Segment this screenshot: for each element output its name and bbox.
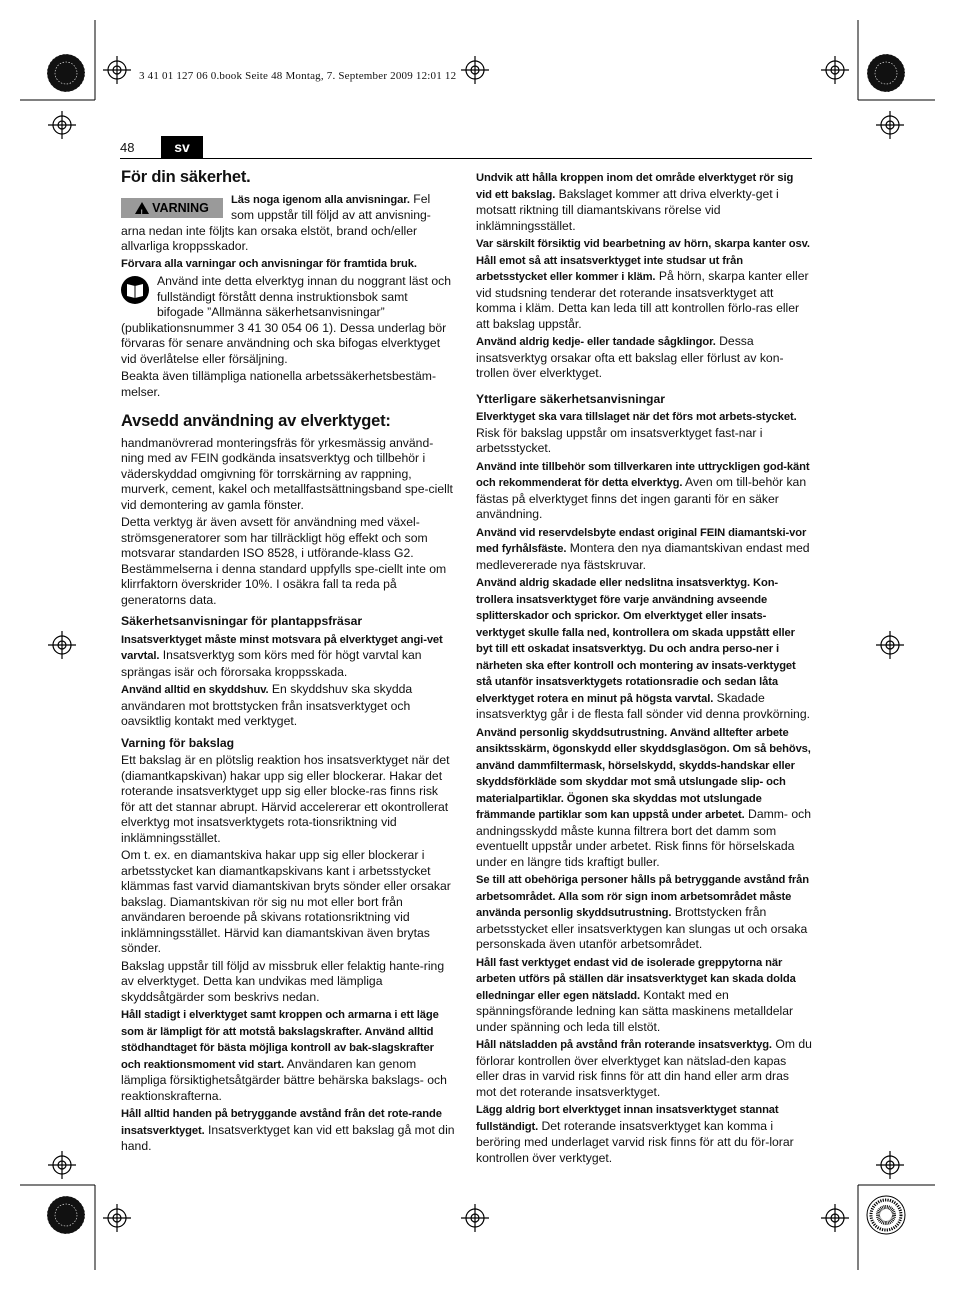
read-manual-icon (121, 276, 149, 304)
plant-para-1: Insatsverktyget måste minst motsvara på elverktyget angi-vet varvtal. Insatsverktyg som körs med för högt varvtal kan sprängas isär och förorsaka kroppsskada. (121, 633, 443, 679)
right-para-2: Var särskilt försiktig vid bearbetning av hörn, skarpa kanter osv. Håll emot så att insatsverktyget inte studsar ut från arbetsstycket eller kommer i kläm. På hörn, skarpa kanter eller vid studsning tenderar det roterande insatsverktyget att komma i kläm. Detta kan leda till att kontrollen förlo-ras eller att bakslag uppstår. (476, 238, 810, 331)
more-para-3: Använd vid reservdelsbyte endast original FEIN diamantski-vor med fyrhålsfäste. Montera den nya diamantskivan endast med medlevererade nya fästskruvar. (476, 526, 810, 572)
national-rules: Beakta även tillämpliga nationella arbetssäkerhetsbestäm-melser. (121, 369, 437, 399)
intended-para-1: handmanövrerad monteringsfräs för yrkesmässig använd-ning med av FEIN godkända insatsverktyg och tillbehör i väderskyddad omgivning för torrskärning av rappning, murverk, cement, kakel och metallfastsättningsband spe-ciellt vid demontering av gamla fönster. (121, 435, 453, 512)
kickback-para-2: Om t. ex. en diamantskiva hakar upp sig eller blockerar i arbetsstycket kan diamantkapskivans kant i arbetsstycket klämmas fast varvid diamantskivan bryts sönder eller orsakar bakslag. Diamantskivan rör sig nu mot eller bort från användaren beroende på skivans rotationsriktning vid inklämningsstället. Härvid kan diamantskivan även brytas sönder. (121, 848, 451, 955)
more-para-5: Använd personlig skyddsutrustning. Använd alltefter arbete ansiktsskärm, ögonskydd eller skyddsglasögon. Om så behövs, använd dammfiltermask, hörselskydd, skydds-handskar eller skyddsförkläde som skyddar mot små utslungade slip- och materialpartiklar. Ögonen ska skyddas mot utslungade främmande partiklar som kan uppstå under arbetet. Damm- och andningsskydd måste kunna filtrera bort det damm som eventuellt uppstår under arbetet. Risk finns för hörselskada under en längre tids kraftigt buller. (476, 726, 812, 869)
more-para-8: Håll nätsladden på avstånd från roterande insatsverktyg. Om du förlorar kontrollen över elverktyget kan nätslad-den kapas eller dras in varvid risk finns för att din hand eller arm dras mot det roterande insatsverktyget. (476, 1037, 812, 1099)
warning-label: VARNING (152, 200, 209, 215)
kickback-para-5: Håll alltid handen på betryggande avstånd från det rote-rande insatsverktyget. Insatsverktyget kan vid ett bakslag gå mot din hand. (121, 1108, 455, 1153)
more-para-6: Se till att obehöriga personer hålls på betryggande avstånd från arbetsområdet. Alla som rör sign inom arbetsområdet måste använda personlig skyddsutrustning. Brottstycken från arbetsstycket eller insatsverktygen kan slungas ut och orsaka personskada även utanför arbetsområdet. (476, 874, 810, 951)
plant-para-2: Använd alltid en skyddshuv. En skyddshuv ska skydda användaren mot brottstycken från insatsverktyget och oavsiktlig kontakt med verktyget. (121, 682, 413, 728)
more-para-7: Håll fast verktyget endast vid de isolerade greppytorna när arbeten utförs på ställen där insatsverktyget kan skada dolda elledningar eller egen nätsladd. Kontakt med en spänningsförande ledning kan sätta maskinens metalldelar under spänning och leda till elstöt. (476, 956, 796, 1034)
more-para-2: Använd inte tillbehör som tillverkaren inte uttryckligen god-känt och rekommenderat för detta elverktyg. Aven om till-behör kan fästas på elverktyget finns det ingen garanti för en säker användning. (476, 460, 810, 521)
warning-paragraph: Läs noga igenom alla anvisningar. Fel som uppstår till följd av att anvisning-arna nedan inte följts kan orsaka elstöt, brand och/eller allvarliga kroppsskador. (121, 191, 431, 253)
left-column (121, 170, 455, 1157)
heading-intended-use: Avsedd användning av elverktyget: (121, 412, 391, 430)
heading-safety: För din säkerhet. (121, 168, 251, 186)
keep-instructions: Förvara alla varningar och anvisningar för framtida bruk. (121, 257, 417, 270)
kickback-para-4: Håll stadigt i elverktyget samt kroppen och armarna i ett läge som är lämpligt för att motstå bakslagskrafter. Använd alltid stödhandtaget för bästa möjliga kontroll av bak-slagskrafter och reaktionsmoment vid start. Användaren kan genom lämpliga försiktighetsåtgärder bättre behärska bakslags- och reaktionskrafterna. (121, 1009, 447, 1103)
language-badge: sv (161, 136, 203, 158)
header-rule (120, 158, 812, 159)
warning-block (121, 192, 455, 257)
right-para-3: Använd aldrig kedje- eller tandade sågklingor. Dessa insatsverktyg orsakar ofta ett bakslag eller förlust av kon-trollen över elverktyget. (476, 334, 784, 380)
right-column (476, 170, 812, 1168)
heading-kickback: Varning för bakslag (121, 735, 235, 750)
warning-triangle-icon (135, 202, 149, 214)
manual-paragraph: Använd inte detta elverktyg innan du noggrant läst och fullständigt förstått denna instruktionsbok samt bifogade ”Allmänna säkerhetsanvisningar” (publikationsnummer 3 41 30 054 06 1). Dessa underlag bör förvaras för senare användning och ska bifogas elverktyget vid överlåtelse eller försäljning. (121, 274, 452, 366)
file-info-slug: 3 41 01 127 06 0.book Seite 48 Montag, 7. September 2009 12:01 12 (139, 70, 457, 82)
intended-para-2: Detta verktyg är även avsett för användning med växel-strömsgeneratorer som har tillräckligt hög effekt och som motsvarar standarden ISO 8528, i utförande-klass G2. Bestämmelserna i denna standard uppfylls spe-ciellt inte om klirrfaktorn överskrider 10%. I osäkra fall ta reda på generatorns data. (121, 515, 447, 607)
right-para-1: Undvik att hålla kroppen inom det område elverktyget rör sig vid ett bakslag. Bakslaget kommer att driva elverkty-get i motsatt riktning till diamantskivans rörelse vid inklämningsstället. (476, 172, 794, 233)
warning-badge (121, 198, 223, 218)
kickback-para-1: Ett bakslag är en plötslig reaktion hos insatsverktyget när det (diamantkapskivan) hakar upp sig eller blockerar. Hakar det roterande insatsverktyget upp sig eller blocke-ras finns risk för att det stannar abrupt. Härvid accelererar ett okontrollerat elverktyg mot insatsverktygets rota-tionsriktning vid inklämningsstället. (121, 753, 450, 845)
kickback-para-3: Bakslag uppstår till följd av missbruk eller felaktig hante-ring av elverktyget. Detta kan undvikas med lämpliga skyddsåtgärder som beskrivs nedan. (121, 958, 445, 1004)
more-para-9: Lägg aldrig bort elverktyget innan insatsverktyget stannat fullständigt. Det roterande insatsverktyget kan komma i beröring med underlaget varvid risk finns för att du för-lorar kontrollen över verktyget. (476, 1104, 794, 1165)
heading-plant-safety: Säkerhetsanvisningar för plantappsfräsar (121, 614, 363, 628)
more-para-1: Elverktyget ska vara tillslaget när det förs mot arbets-stycket. Risk för bakslag uppstår om insatsverktyget fast-nar i arbetsstycket. (476, 411, 797, 455)
manual-block (121, 274, 455, 369)
more-para-4: Använd aldrig skadade eller nedslitna insatsverktyg. Kon-trollera insatsverktyget före varje användning avseende splitterskador och sprickor. Om elverktyget eller insats-verktyget skulle falla ned, kontrollera om skada uppstått eller byt till ett oskadat insatsverktyg. Du och andra perso-ner i närheten ska efter kontroll och montering av insats-verktyget stå utanför insatsverktygets rotationsradie och sedan låta elverktyget rotera en minut på högsta varvtal. Skadade insatsverktyg går i de flesta fall sönder vid denna provkörning. (476, 577, 810, 721)
heading-additional-safety: Ytterligare säkerhetsanvisningar (476, 391, 665, 406)
page-number: 48 (120, 140, 135, 155)
